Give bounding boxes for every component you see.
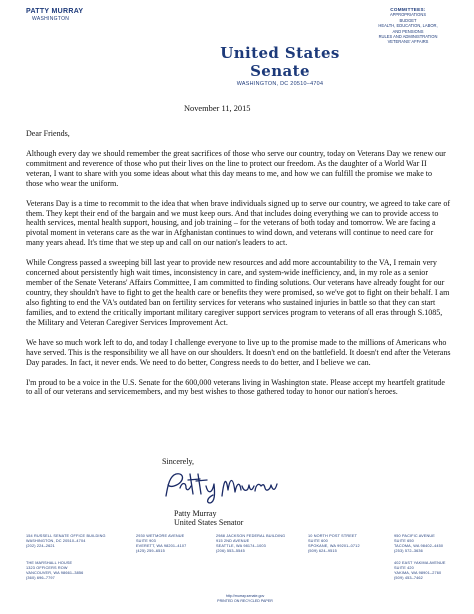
office-line: SPOKANE, WA 99201–0712 <box>308 543 360 548</box>
senate-title: United States Senate <box>220 44 340 80</box>
signer-title: United States Senator <box>174 518 244 528</box>
signature-image <box>160 470 280 504</box>
committee-item: HEALTH, EDUCATION, LABOR, <box>378 23 438 29</box>
office-vancouver <box>26 561 83 581</box>
office-line: 915 2ND AVENUE <box>216 538 250 543</box>
office-line: 2930 WETMORE AVENUE <box>136 534 185 538</box>
office-line: (425) 259–6515 <box>136 548 165 553</box>
paragraph: Veterans Day is a time to recommit to the idea that when brave individuals signed up to serve our country, we agreed to take care of them. They kept their end of the bargain and we must keep ours. And that includes doing everything we can to provide access to health services, mental health support, housing, and job training – for the veterans of both today and tomorrow. We are facing a pivotal moment in veterans care as the war in Afghanistan continues to wind down, and veterans will continue to need care for many years ahead. It's time that we step up and call on our nation's leaders to act. <box>26 198 451 248</box>
office-spokane <box>308 534 360 554</box>
office-line: (360) 696–7797 <box>26 575 55 580</box>
paragraph: We have so much work left to do, and today I challenge everyone to live up to the promise made to the millions of Americans who have served. This is the responsibility we all have on our shoulders. It doesn't end on the battlefield. It doesn't end after the Veterans Day parades. In fact, it never ends. We need to do better, Congress needs to do better, and I believe we can. <box>26 337 451 367</box>
office-everett <box>136 534 186 554</box>
office-line: SUITE 600 <box>308 538 328 543</box>
office-line: 402 EAST YAKIMA AVENUE <box>394 561 446 565</box>
salutation: Dear Friends, <box>26 129 70 138</box>
closing: Sincerely, <box>162 457 195 466</box>
office-line: SUITE 420 <box>394 565 414 570</box>
paragraph: While Congress passed a sweeping bill last year to provide new resources and add more accountability to the VA, I remain very concerned about persistently high wait times, inconsistency in care, and system-wide inefficiency, and, in my role as a senior member of the Senate Veterans' Affairs Committee, I am committed to finding solutions. Our veterans have already fought for our country, they shouldn't have to fight to get the health care or benefits they were promised, so we've got to fight on their behalf. I am also fighting to end the VA's outdated ban on fertility services for veterans who sustained injuries in battle so that they can start families, and to extend the critically important military caregiver support services program to veterans of all eras through S.1085, the Military and Veteran Caregiver Services Improvement Act. <box>26 258 450 327</box>
committee-item: BUDGET <box>399 17 417 23</box>
office-line: VANCOUVER, WA 98661–3856 <box>26 570 84 575</box>
committees-heading: COMMITTEES: <box>390 7 426 12</box>
signer-name: Patty Murray <box>174 509 217 518</box>
office-line: (253) 572–3636 <box>394 548 423 553</box>
office-line: SEATTLE, WA 98174–1003 <box>216 543 266 548</box>
office-washington-dc <box>26 534 106 549</box>
office-line: 950 PACIFIC AVENUE <box>394 534 435 538</box>
office-line: THE MARSHALL HOUSE <box>26 561 73 565</box>
committee-item: APPROPRIATIONS <box>389 12 427 18</box>
sender-city: WASHINGTON <box>32 16 70 22</box>
signer-block <box>174 509 243 527</box>
office-line: WASHINGTON, DC 20510–4704 <box>26 538 86 543</box>
office-line: SUITE 903 <box>136 538 156 543</box>
committees-block <box>360 7 456 45</box>
letter-body <box>26 129 451 407</box>
office-line: SUITE 650 <box>394 538 414 543</box>
office-line: YAKIMA, WA 98901–2760 <box>394 570 442 575</box>
office-line: 154 RUSSELL SENATE OFFICE BUILDING <box>26 534 106 538</box>
office-line: 2988 JACKSON FEDERAL BUILDING <box>216 534 286 538</box>
office-yakima <box>394 561 446 581</box>
recycled-note: PRINTED ON RECYCLED PAPER <box>217 598 273 603</box>
sender-name: PATTY MURRAY <box>26 8 84 15</box>
paragraph: I'm proud to be a voice in the U.S. Senate for the 600,000 veterans living in Washington state. Please accept my heartfelt gratitude to all of our veterans and servicemembers, and my best wishes to those gathered today to honor our nation's heroes. <box>26 377 445 397</box>
office-line: 1323 OFFICERS ROW <box>26 565 68 570</box>
footer-center <box>205 594 285 603</box>
senate-address: WASHINGTON, DC 20510–4704 <box>236 81 324 87</box>
paragraph: Although every day we should remember the great sacrifices of those who serve our country, today on Veterans Day we renew our commitment and reverence of those who put their lives on the line to protect our freedom. As the daughter of a World War II veteran, I want to share with you some ideas about what this day means to me, and how we can fulfill the promise we make to those who wear the uniform. <box>26 148 446 188</box>
website-link[interactable]: http://murray.senate.gov <box>225 594 265 598</box>
letter-date: November 11, 2015 <box>184 104 251 113</box>
office-line: TACOMA, WA 98402–4450 <box>394 543 444 548</box>
committee-item: RULES AND ADMINISTRATION <box>378 34 438 40</box>
office-line: 10 NORTH POST STREET <box>308 534 358 538</box>
office-line: (206) 553–5545 <box>216 548 245 553</box>
committee-item: AND PENSIONS <box>392 28 424 34</box>
office-line: EVERETT, WA 98201–4107 <box>136 543 187 548</box>
office-line: (509) 453–7462 <box>394 575 423 580</box>
committee-item: VETERANS' AFFAIRS <box>387 39 429 45</box>
senate-letterhead <box>193 44 367 87</box>
office-line: (509) 624–9515 <box>308 548 337 553</box>
office-tacoma <box>394 534 443 554</box>
office-seattle <box>216 534 285 554</box>
office-line: (202) 224–2621 <box>26 543 55 548</box>
sender-block <box>26 8 83 22</box>
